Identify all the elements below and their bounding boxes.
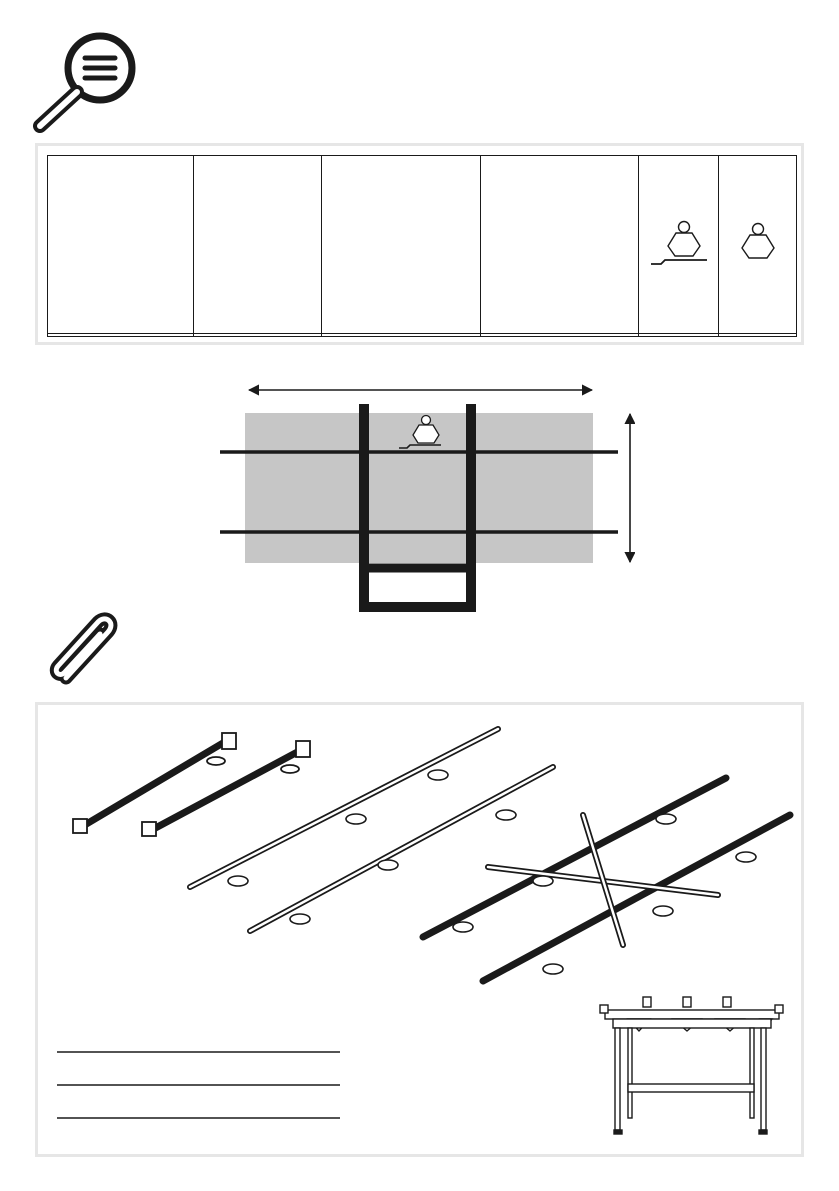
table-cell [194, 333, 322, 336]
table-header-cell [322, 156, 481, 334]
table-header-cell [481, 156, 639, 334]
lifting-diagram [215, 378, 635, 614]
table-header-cell [719, 156, 797, 334]
short-beam [73, 733, 236, 833]
table-header-cell [48, 156, 194, 334]
table-cell [48, 333, 194, 336]
table-header-cell [639, 156, 719, 334]
table-header-cell [194, 156, 322, 334]
table-header-row [48, 156, 797, 334]
support-stand [600, 997, 783, 1134]
lift-icon [735, 221, 781, 265]
paperclip-icon [40, 608, 130, 690]
magnifier-menu-icon [30, 30, 140, 135]
table-row [48, 333, 797, 336]
table-cell [719, 333, 797, 336]
accessory-illustration [38, 705, 801, 1154]
spec-table [47, 155, 797, 337]
table-cell [481, 333, 639, 336]
long-beam [250, 767, 553, 931]
table-cell [322, 333, 481, 336]
long-beam [190, 729, 498, 887]
accessories-panel [35, 702, 804, 1157]
short-beam [142, 741, 310, 836]
table-cell [639, 333, 719, 336]
spec-panel [35, 143, 804, 345]
lift-with-tilt-icon [647, 218, 711, 268]
